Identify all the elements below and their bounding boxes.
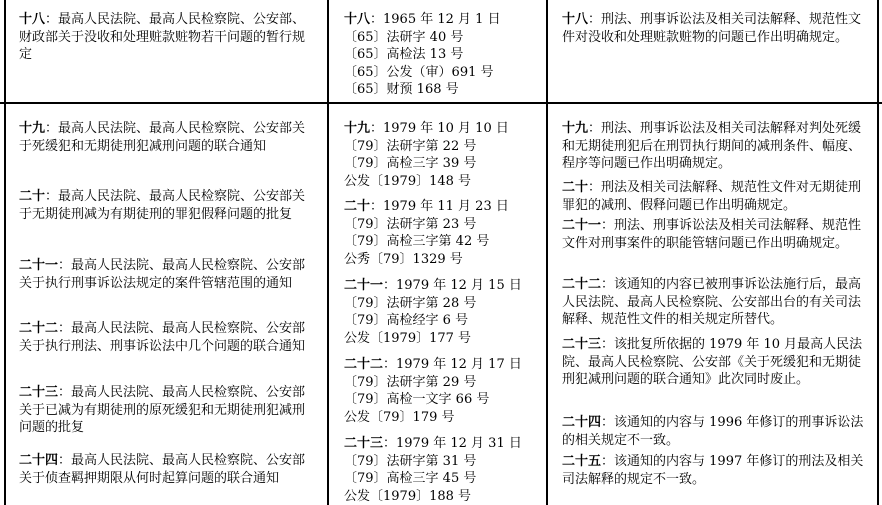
item-24-status: 二十四：该通知的内容与 1996 年修订的刑事诉讼法的相关规定不一致。 bbox=[562, 415, 864, 448]
item-20-status: 二十：刑法及相关司法解释、规范性文件对无期徒刑罪犯的减刑、假释问题已作出明确规定。 bbox=[562, 180, 862, 213]
item-18-status: 十八：刑法、刑事诉讼法及相关司法解释、规范性文件对没收和处理赃款赃物的问题已作出明确规定。 bbox=[562, 12, 862, 45]
item-21-status: 二十一：刑法、刑事诉讼法及相关司法解释、规范性文件对刑事案件的职能管辖问题已作出明确规定。 bbox=[562, 218, 862, 251]
item-22-title: 二十二：最高人民法院、最高人民检察院、公安部关于执行刑法、刑事诉讼法中几个问题的联合通知 bbox=[19, 321, 306, 354]
item-22-status: 二十二：该通知的内容已被刑事诉讼法施行后，最高人民法院、最高人民检察院、公安部出台的有关司法解释、规范性文件的相关规定所替代。 bbox=[562, 277, 862, 327]
item-20-reference: 二十：1979 年 11 月 23 日 〔79〕法研字第 23 号 〔79〕高检三字第 42 号 公秀〔79〕1329 号 bbox=[344, 199, 509, 267]
item-19-reference: 十九：1979 年 10 月 10 日 〔79〕法研字第 22 号 〔79〕高检三字 39 号 公发〔1979〕148 号 bbox=[344, 121, 509, 189]
item-23-reference: 二十三：1979 年 12 月 31 日 〔79〕法研字第 31 号 〔79〕高检三字 45 号 公发〔1979〕188 号 bbox=[344, 436, 522, 504]
table-column-divider-2 bbox=[546, 0, 548, 505]
table-column-divider-1 bbox=[327, 0, 329, 505]
item-24-title: 二十四：最高人民法院、最高人民检察院、公安部关于侦查羁押期限从何时起算问题的联合通知 bbox=[19, 453, 306, 486]
item-18-title: 十八：最高人民法院、最高人民检察院、公安部、财政部关于没收和处理赃款赃物若干问题的暂行规定 bbox=[19, 12, 306, 62]
item-21-reference: 二十一：1979 年 12 月 15 日 〔79〕法研字第 28 号 〔79〕高检经字 6 号 公发〔1979〕177 号 bbox=[344, 278, 522, 346]
item-22-reference: 二十二：1979 年 12 月 17 日 〔79〕法研字第 29 号 〔79〕高检一文字 66 号 公发〔79〕179 号 bbox=[344, 357, 522, 425]
table-border-left bbox=[4, 0, 6, 505]
item-19-status: 十九：刑法、刑事诉讼法及相关司法解释对判处死缓和无期徒刑犯后在刑罚执行期间的减刑条件、幅度、程序等问题已作出明确规定。 bbox=[562, 121, 862, 171]
item-18-reference: 十八：1965 年 12 月 1 日 〔65〕法研字 40 号 〔65〕高检法 13 号 〔65〕公发（审）691 号 〔65〕财预 168 号 bbox=[344, 12, 501, 97]
item-23-status: 二十三：该批复所依据的 1979 年 10 月最高人民法院、最高人民检察院、公安部《关于死缓犯和无期徒刑犯减刑问题的联合通知》此次同时废止。 bbox=[562, 337, 863, 387]
item-25-status: 二十五：该通知的内容与 1997 年修订的刑法及相关司法解释的规定不一致。 bbox=[562, 454, 864, 487]
item-20-title: 二十：最高人民法院、最高人民检察院、公安部关于无期徒刑减为有期徒刑的罪犯假释问题的批复 bbox=[19, 189, 306, 222]
table-row-divider bbox=[0, 102, 882, 104]
table-border-right bbox=[877, 0, 879, 505]
item-21-title: 二十一：最高人民法院、最高人民检察院、公安部关于执行刑事诉讼法规定的案件管辖范围的通知 bbox=[19, 258, 306, 291]
item-19-title: 十九：最高人民法院、最高人民检察院、公安部关于死缓犯和无期徒刑犯减刑问题的联合通知 bbox=[19, 121, 306, 154]
item-23-title: 二十三：最高人民法院、最高人民检察院、公安部关于已减为有期徒刑的原死缓犯和无期徒刑犯减刑问题的批复 bbox=[19, 385, 306, 435]
